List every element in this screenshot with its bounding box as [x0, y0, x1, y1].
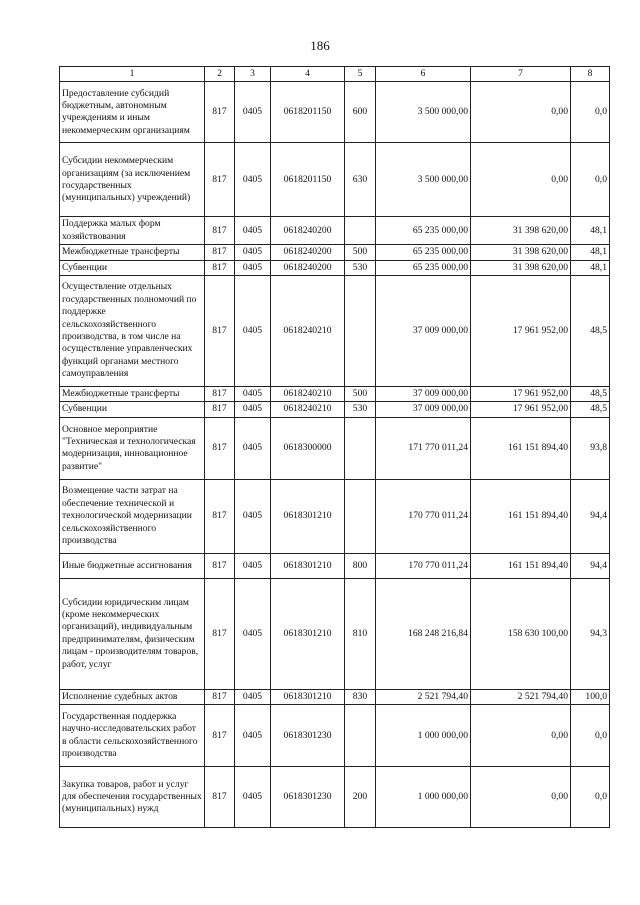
section-code-cell: 0405 — [235, 217, 271, 245]
admin-code-cell: 817 — [205, 276, 235, 387]
table-row — [60, 245, 610, 260]
section-code-cell: 0405 — [235, 689, 271, 704]
admin-code-cell: 817 — [205, 82, 235, 143]
row-name-cell: Иные бюджетные ассигнования — [60, 553, 205, 578]
row-name-cell: Осуществление отдельных государственных полномочий по поддержке сельскохозяйственного производства, в том числе на осуществление управленческих функций органами местного самоуправления — [60, 276, 205, 387]
target-code-cell: 0618300000 — [271, 417, 345, 479]
planned-amount-cell: 65 235 000,00 — [376, 260, 471, 275]
percent-cell: 48,1 — [571, 217, 610, 245]
expense-type-cell: 530 — [345, 260, 376, 275]
section-code-cell: 0405 — [235, 276, 271, 387]
section-code-cell: 0405 — [235, 260, 271, 275]
table-row — [60, 705, 610, 767]
expense-type-cell — [345, 417, 376, 479]
table-row — [60, 479, 610, 553]
planned-amount-cell: 171 770 011,24 — [376, 417, 471, 479]
target-code-cell: 0618201150 — [271, 143, 345, 217]
percent-cell: 94,3 — [571, 578, 610, 689]
table-row — [60, 553, 610, 578]
executed-amount-cell: 158 630 100,00 — [471, 578, 571, 689]
executed-amount-cell: 161 151 894,40 — [471, 479, 571, 553]
planned-amount-cell: 37 009 000,00 — [376, 402, 471, 417]
admin-code-cell: 817 — [205, 705, 235, 767]
target-code-cell: 0618301230 — [271, 705, 345, 767]
section-code-cell: 0405 — [235, 245, 271, 260]
table-header-row — [60, 67, 610, 82]
row-name-cell: Исполнение судебных актов — [60, 689, 205, 704]
target-code-cell: 0618240210 — [271, 387, 345, 402]
table-row — [60, 689, 610, 704]
target-code-cell: 0618240210 — [271, 402, 345, 417]
section-code-cell: 0405 — [235, 82, 271, 143]
expense-type-cell — [345, 217, 376, 245]
section-code-cell: 0405 — [235, 553, 271, 578]
expense-type-cell — [345, 479, 376, 553]
planned-amount-cell: 37 009 000,00 — [376, 387, 471, 402]
expense-type-cell: 500 — [345, 245, 376, 260]
table-row — [60, 260, 610, 275]
admin-code-cell: 817 — [205, 260, 235, 275]
section-code-cell: 0405 — [235, 143, 271, 217]
page-number: 186 — [310, 38, 330, 53]
budget-table — [59, 66, 610, 828]
executed-amount-cell: 31 398 620,00 — [471, 217, 571, 245]
row-name-cell: Закупка товаров, работ и услуг для обеспечения государственных (муниципальных) нужд — [60, 767, 205, 828]
target-code-cell: 0618201150 — [271, 82, 345, 143]
executed-amount-cell: 31 398 620,00 — [471, 245, 571, 260]
target-code-cell: 0618240200 — [271, 245, 345, 260]
percent-cell: 100,0 — [571, 689, 610, 704]
admin-code-cell: 817 — [205, 245, 235, 260]
planned-amount-cell: 1 000 000,00 — [376, 705, 471, 767]
target-code-cell: 0618301210 — [271, 578, 345, 689]
planned-amount-cell: 170 770 011,24 — [376, 479, 471, 553]
table-row — [60, 387, 610, 402]
percent-cell: 0,0 — [571, 705, 610, 767]
row-name-cell: Поддержка малых форм хозяйствования — [60, 217, 205, 245]
planned-amount-cell: 2 521 794,40 — [376, 689, 471, 704]
expense-type-cell: 810 — [345, 578, 376, 689]
table-row — [60, 417, 610, 479]
target-code-cell: 0618301210 — [271, 689, 345, 704]
table-row — [60, 767, 610, 828]
table-row — [60, 217, 610, 245]
admin-code-cell: 817 — [205, 143, 235, 217]
planned-amount-cell: 3 500 000,00 — [376, 143, 471, 217]
column-header: 8 — [571, 67, 610, 82]
column-header: 4 — [271, 67, 345, 82]
section-code-cell: 0405 — [235, 479, 271, 553]
table-row — [60, 82, 610, 143]
admin-code-cell: 817 — [205, 479, 235, 553]
expense-type-cell: 500 — [345, 387, 376, 402]
percent-cell: 48,1 — [571, 245, 610, 260]
percent-cell: 0,0 — [571, 767, 610, 828]
row-name-cell: Субвенции — [60, 260, 205, 275]
executed-amount-cell: 17 961 952,00 — [471, 402, 571, 417]
row-name-cell: Основное мероприятие "Техническая и технологическая модернизация, инновационное развитие" — [60, 417, 205, 479]
section-code-cell: 0405 — [235, 767, 271, 828]
target-code-cell: 0618301210 — [271, 479, 345, 553]
expense-type-cell — [345, 276, 376, 387]
admin-code-cell: 817 — [205, 578, 235, 689]
expense-type-cell: 800 — [345, 553, 376, 578]
row-name-cell: Субсидии юридическим лицам (кроме некоммерческих организаций), индивидуальным предпринимателям, физическим лицам - производителям товаров, работ, услуг — [60, 578, 205, 689]
admin-code-cell: 817 — [205, 417, 235, 479]
expense-type-cell: 530 — [345, 402, 376, 417]
admin-code-cell: 817 — [205, 689, 235, 704]
column-header: 6 — [376, 67, 471, 82]
executed-amount-cell: 31 398 620,00 — [471, 260, 571, 275]
section-code-cell: 0405 — [235, 402, 271, 417]
column-header: 2 — [205, 67, 235, 82]
row-name-cell: Субсидии некоммерческим организациям (за исключением государственных (муниципальных) учреждений) — [60, 143, 205, 217]
admin-code-cell: 817 — [205, 767, 235, 828]
row-name-cell: Межбюджетные трансферты — [60, 387, 205, 402]
planned-amount-cell: 168 248 216,84 — [376, 578, 471, 689]
planned-amount-cell: 3 500 000,00 — [376, 82, 471, 143]
planned-amount-cell: 1 000 000,00 — [376, 767, 471, 828]
table-row — [60, 578, 610, 689]
executed-amount-cell: 0,00 — [471, 705, 571, 767]
executed-amount-cell: 0,00 — [471, 767, 571, 828]
executed-amount-cell: 161 151 894,40 — [471, 417, 571, 479]
percent-cell: 0,0 — [571, 143, 610, 217]
percent-cell: 48,5 — [571, 402, 610, 417]
section-code-cell: 0405 — [235, 387, 271, 402]
expense-type-cell: 630 — [345, 143, 376, 217]
target-code-cell: 0618301210 — [271, 553, 345, 578]
column-header: 1 — [60, 67, 205, 82]
table-row — [60, 402, 610, 417]
expense-type-cell — [345, 705, 376, 767]
admin-code-cell: 817 — [205, 553, 235, 578]
percent-cell: 48,5 — [571, 276, 610, 387]
executed-amount-cell: 2 521 794,40 — [471, 689, 571, 704]
row-name-cell: Субвенции — [60, 402, 205, 417]
percent-cell: 94,4 — [571, 479, 610, 553]
planned-amount-cell: 170 770 011,24 — [376, 553, 471, 578]
row-name-cell: Государственная поддержка научно-исследовательских работ в области сельскохозяйственного производства — [60, 705, 205, 767]
executed-amount-cell: 161 151 894,40 — [471, 553, 571, 578]
expense-type-cell: 200 — [345, 767, 376, 828]
admin-code-cell: 817 — [205, 217, 235, 245]
percent-cell: 93,8 — [571, 417, 610, 479]
target-code-cell: 0618301230 — [271, 767, 345, 828]
planned-amount-cell: 65 235 000,00 — [376, 245, 471, 260]
row-name-cell: Возмещение части затрат на обеспечение технической и технологической модернизации сельскохозяйственного производства — [60, 479, 205, 553]
planned-amount-cell: 37 009 000,00 — [376, 276, 471, 387]
table-row — [60, 276, 610, 387]
section-code-cell: 0405 — [235, 705, 271, 767]
executed-amount-cell: 0,00 — [471, 82, 571, 143]
executed-amount-cell: 17 961 952,00 — [471, 387, 571, 402]
section-code-cell: 0405 — [235, 417, 271, 479]
section-code-cell: 0405 — [235, 578, 271, 689]
expense-type-cell: 600 — [345, 82, 376, 143]
percent-cell: 0,0 — [571, 82, 610, 143]
expense-type-cell: 830 — [345, 689, 376, 704]
percent-cell: 48,5 — [571, 387, 610, 402]
target-code-cell: 0618240200 — [271, 260, 345, 275]
column-header: 3 — [235, 67, 271, 82]
admin-code-cell: 817 — [205, 387, 235, 402]
percent-cell: 94,4 — [571, 553, 610, 578]
column-header: 5 — [345, 67, 376, 82]
target-code-cell: 0618240200 — [271, 217, 345, 245]
executed-amount-cell: 0,00 — [471, 143, 571, 217]
planned-amount-cell: 65 235 000,00 — [376, 217, 471, 245]
row-name-cell: Межбюджетные трансферты — [60, 245, 205, 260]
percent-cell: 48,1 — [571, 260, 610, 275]
executed-amount-cell: 17 961 952,00 — [471, 276, 571, 387]
target-code-cell: 0618240210 — [271, 276, 345, 387]
column-header: 7 — [471, 67, 571, 82]
row-name-cell: Предоставление субсидий бюджетным, автономным учреждениям и иным некоммерческим организациям — [60, 82, 205, 143]
table-row — [60, 143, 610, 217]
admin-code-cell: 817 — [205, 402, 235, 417]
